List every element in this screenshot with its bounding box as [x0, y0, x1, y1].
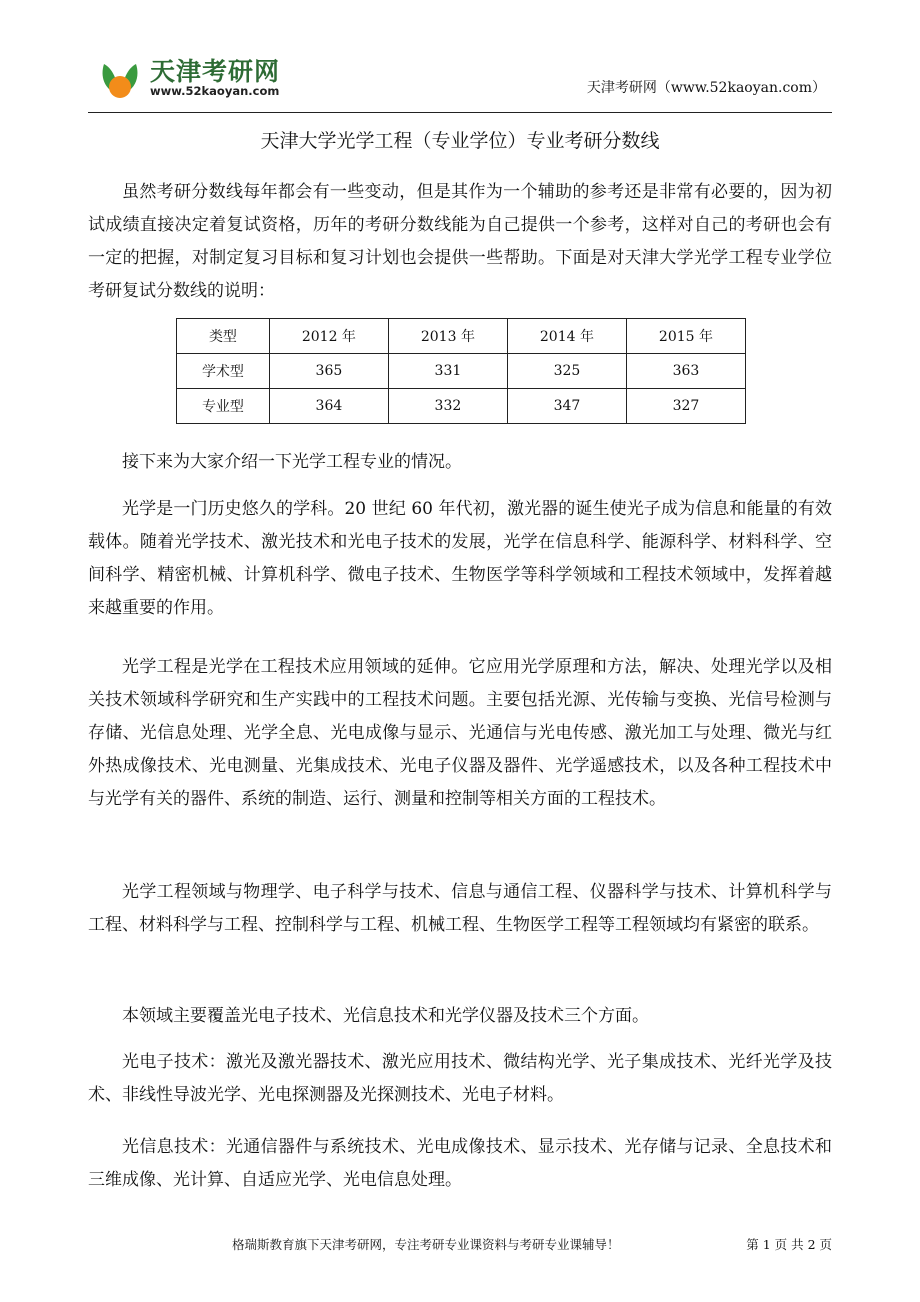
table-cell: 专业型	[177, 389, 270, 424]
table-header-cell: 类型	[177, 319, 270, 354]
table-row	[177, 389, 746, 424]
page-number: 第 1 页 共 2 页	[746, 1237, 832, 1252]
table-cell: 325	[507, 354, 626, 389]
score-table	[176, 318, 746, 424]
table-cell: 347	[507, 389, 626, 424]
table-cell: 331	[388, 354, 507, 389]
page-header	[88, 40, 832, 110]
logo-icon	[96, 54, 144, 102]
site-reference[interactable]: 天津考研网（www.52kaoyan.com）	[586, 80, 826, 96]
table-cell: 327	[626, 389, 745, 424]
table-cell: 学术型	[177, 354, 270, 389]
table-header-row	[177, 319, 746, 354]
paragraph-next: 接下来为大家介绍一下光学工程专业的情况。	[122, 452, 462, 472]
paragraph-optics: 光学是一门历史悠久的学科。20 世纪 60 年代初，激光器的诞生使光子成为信息和能量的有效载体。随着光学技术、激光技术和光电子技术的发展，光学在信息科学、能源科学、材料科学、空间科学、精密机械、计算机科学、微电子技术、生物医学等科学领域和工程技术领域中，发挥着越来越重要的作用。	[88, 499, 832, 618]
table-header-cell: 2014 年	[507, 319, 626, 354]
intro-paragraph: 虽然考研分数线每年都会有一些变动，但是其作为一个辅助的参考还是非常有必要的，因为初试成绩直接决定着复试资格，历年的考研分数线能为自己提供一个参考，这样对自己的考研也会有一定的把握，对制定复习目标和复习计划也会提供一些帮助。下面是对天津大学光学工程专业学位考研复试分数线的说明：	[88, 182, 832, 301]
paragraph-optical-info: 光信息技术：光通信器件与系统技术、光电成像技术、显示技术、光存储与记录、全息技术和三维成像、光计算、自适应光学、光电信息处理。	[88, 1137, 832, 1190]
paragraph-optoelectronics: 光电子技术：激光及激光器技术、激光应用技术、微结构光学、光子集成技术、光纤光学及技术、非线性导波光学、光电探测器及光探测技术、光电子材料。	[88, 1052, 832, 1105]
table-cell: 365	[269, 354, 388, 389]
logo-url: www.52kaoyan.com	[150, 84, 280, 98]
table-cell: 363	[626, 354, 745, 389]
paragraph-engineering: 光学工程是光学在工程技术应用领域的延伸。它应用光学原理和方法，解决、处理光学以及相关技术领域科学研究和生产实践中的工程技术问题。主要包括光源、光传输与变换、光信号检测与存储、光信息处理、光学全息、光电成像与显示、光通信与光电传感、激光加工与处理、微光与红外热成像技术、光电测量、光集成技术、光电子仪器及器件、光学遥感技术，以及各种工程技术中与光学有关的器件、系统的制造、运行、测量和控制等相关方面的工程技术。	[88, 657, 832, 809]
table-header-cell: 2012 年	[269, 319, 388, 354]
table-header-cell: 2015 年	[626, 319, 745, 354]
table-header-cell: 2013 年	[388, 319, 507, 354]
table-row	[177, 354, 746, 389]
table-cell: 332	[388, 389, 507, 424]
header-divider	[88, 112, 832, 113]
document-title: 天津大学光学工程（专业学位）专业考研分数线	[260, 130, 660, 152]
paragraph-fields: 光学工程领域与物理学、电子科学与技术、信息与通信工程、仪器科学与技术、计算机科学与工程、材料科学与工程、控制科学与工程、机械工程、生物医学工程等工程领域均有紧密的联系。	[88, 882, 832, 935]
paragraph-scope: 本领域主要覆盖光电子技术、光信息技术和光学仪器及技术三个方面。	[122, 1006, 649, 1026]
logo-text: 天津考研网	[150, 57, 281, 86]
footer-text: 格瑞斯教育旗下天津考研网，专注考研专业课资料与考研专业课辅导！	[232, 1237, 620, 1252]
table-cell: 364	[269, 389, 388, 424]
site-logo[interactable]	[88, 48, 288, 106]
